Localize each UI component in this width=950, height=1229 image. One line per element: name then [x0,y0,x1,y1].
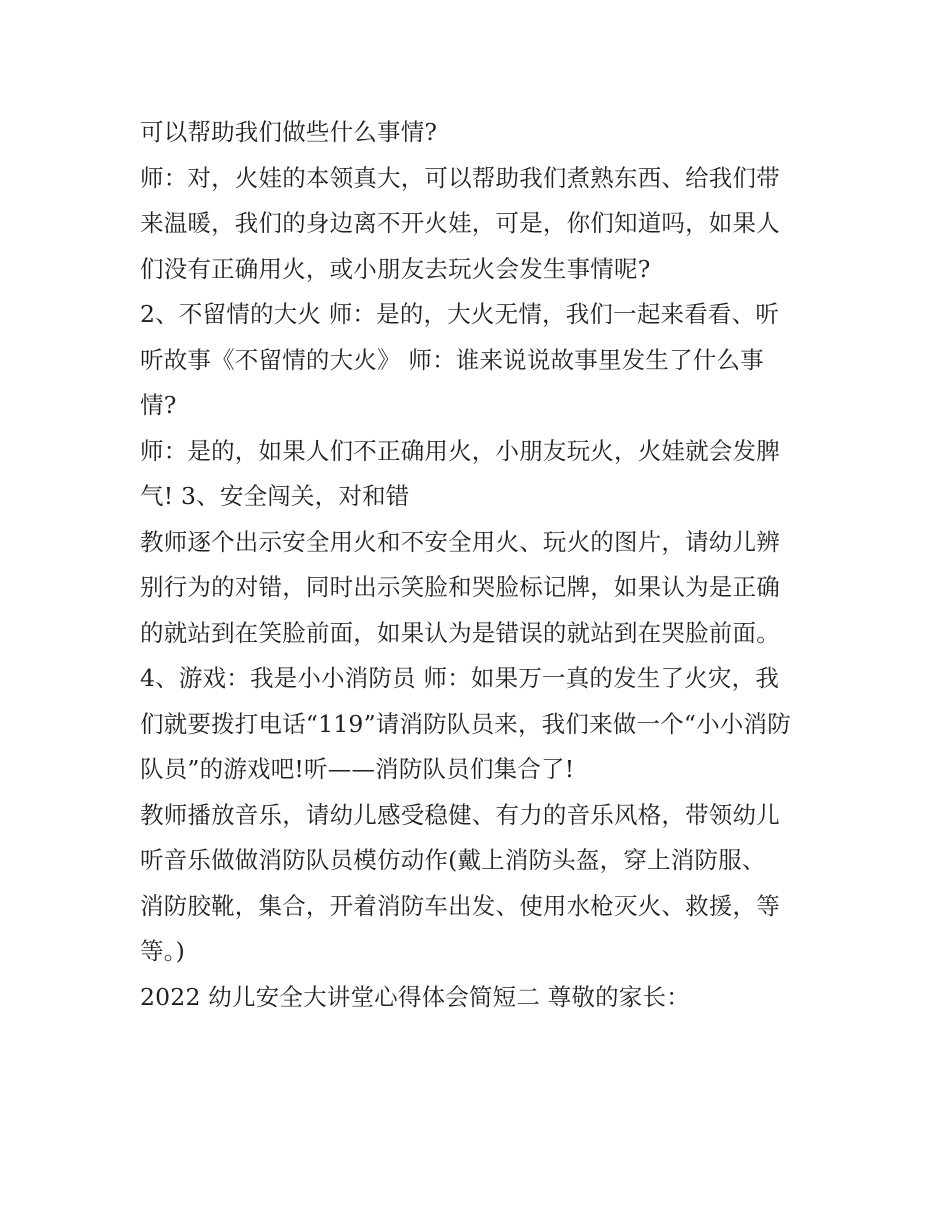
text-line: 教师播放音乐，请幼儿感受稳健、有力的音乐风格，带领幼儿 [140,800,780,829]
text-line: 别行为的对错，同时出示笑脸和哭脸标记牌，如果认为是正确 [140,573,780,601]
text-line: 师：是的，如果人们不正确用火，小朋友玩火，火娃就会发脾 [140,436,780,465]
text-line: 可以帮助我们做些什么事情? [140,118,438,146]
text-line: 4、游戏：我是小小消防员 师：如果万一真的发生了火灾，我 [140,664,780,692]
text-line: 消防胶靴，集合，开着消防车出发、使用水枪灭火、救援，等 [140,891,780,920]
text-line: 来温暖，我们的身边离不开火娃，可是，你们知道吗，如果人 [140,209,780,237]
text-line: 2、不留情的大火 师：是的，大火无情，我们一起来看看、听 [140,300,780,328]
text-line: 听故事《不留情的大火》 师：谁来说说故事里发生了什么事 [140,345,764,374]
text-line: 的就站到在笑脸前面，如果认为是错误的就站到在哭脸前面。 [140,618,780,647]
text-line: 教师逐个出示安全用火和不安全用火、玩火的图片，请幼儿辨 [140,527,780,556]
text-line: 等。) [140,937,186,965]
document-body [140,110,830,1020]
text-line: 们就要拨打电话“119”请消防队员来，我们来做一个“小小消防 [140,709,791,738]
text-line: 情? [140,391,177,419]
text-line: 师：对，火娃的本领真大，可以帮助我们煮熟东西、给我们带 [140,163,780,192]
text-line: 队员”的游戏吧!听——消防队员们集合了! [140,755,575,783]
text-line: 听音乐做做消防队员模仿动作(戴上消防头盔，穿上消防服、 [140,846,766,874]
text-line: 们没有正确用火，或小朋友去玩火会发生事情呢? [140,254,651,283]
text-line: 2022 幼儿安全大讲堂心得体会简短二 尊敬的家长： [140,982,690,1011]
text-line: 气! 3、安全闯关，对和错 [140,482,410,510]
